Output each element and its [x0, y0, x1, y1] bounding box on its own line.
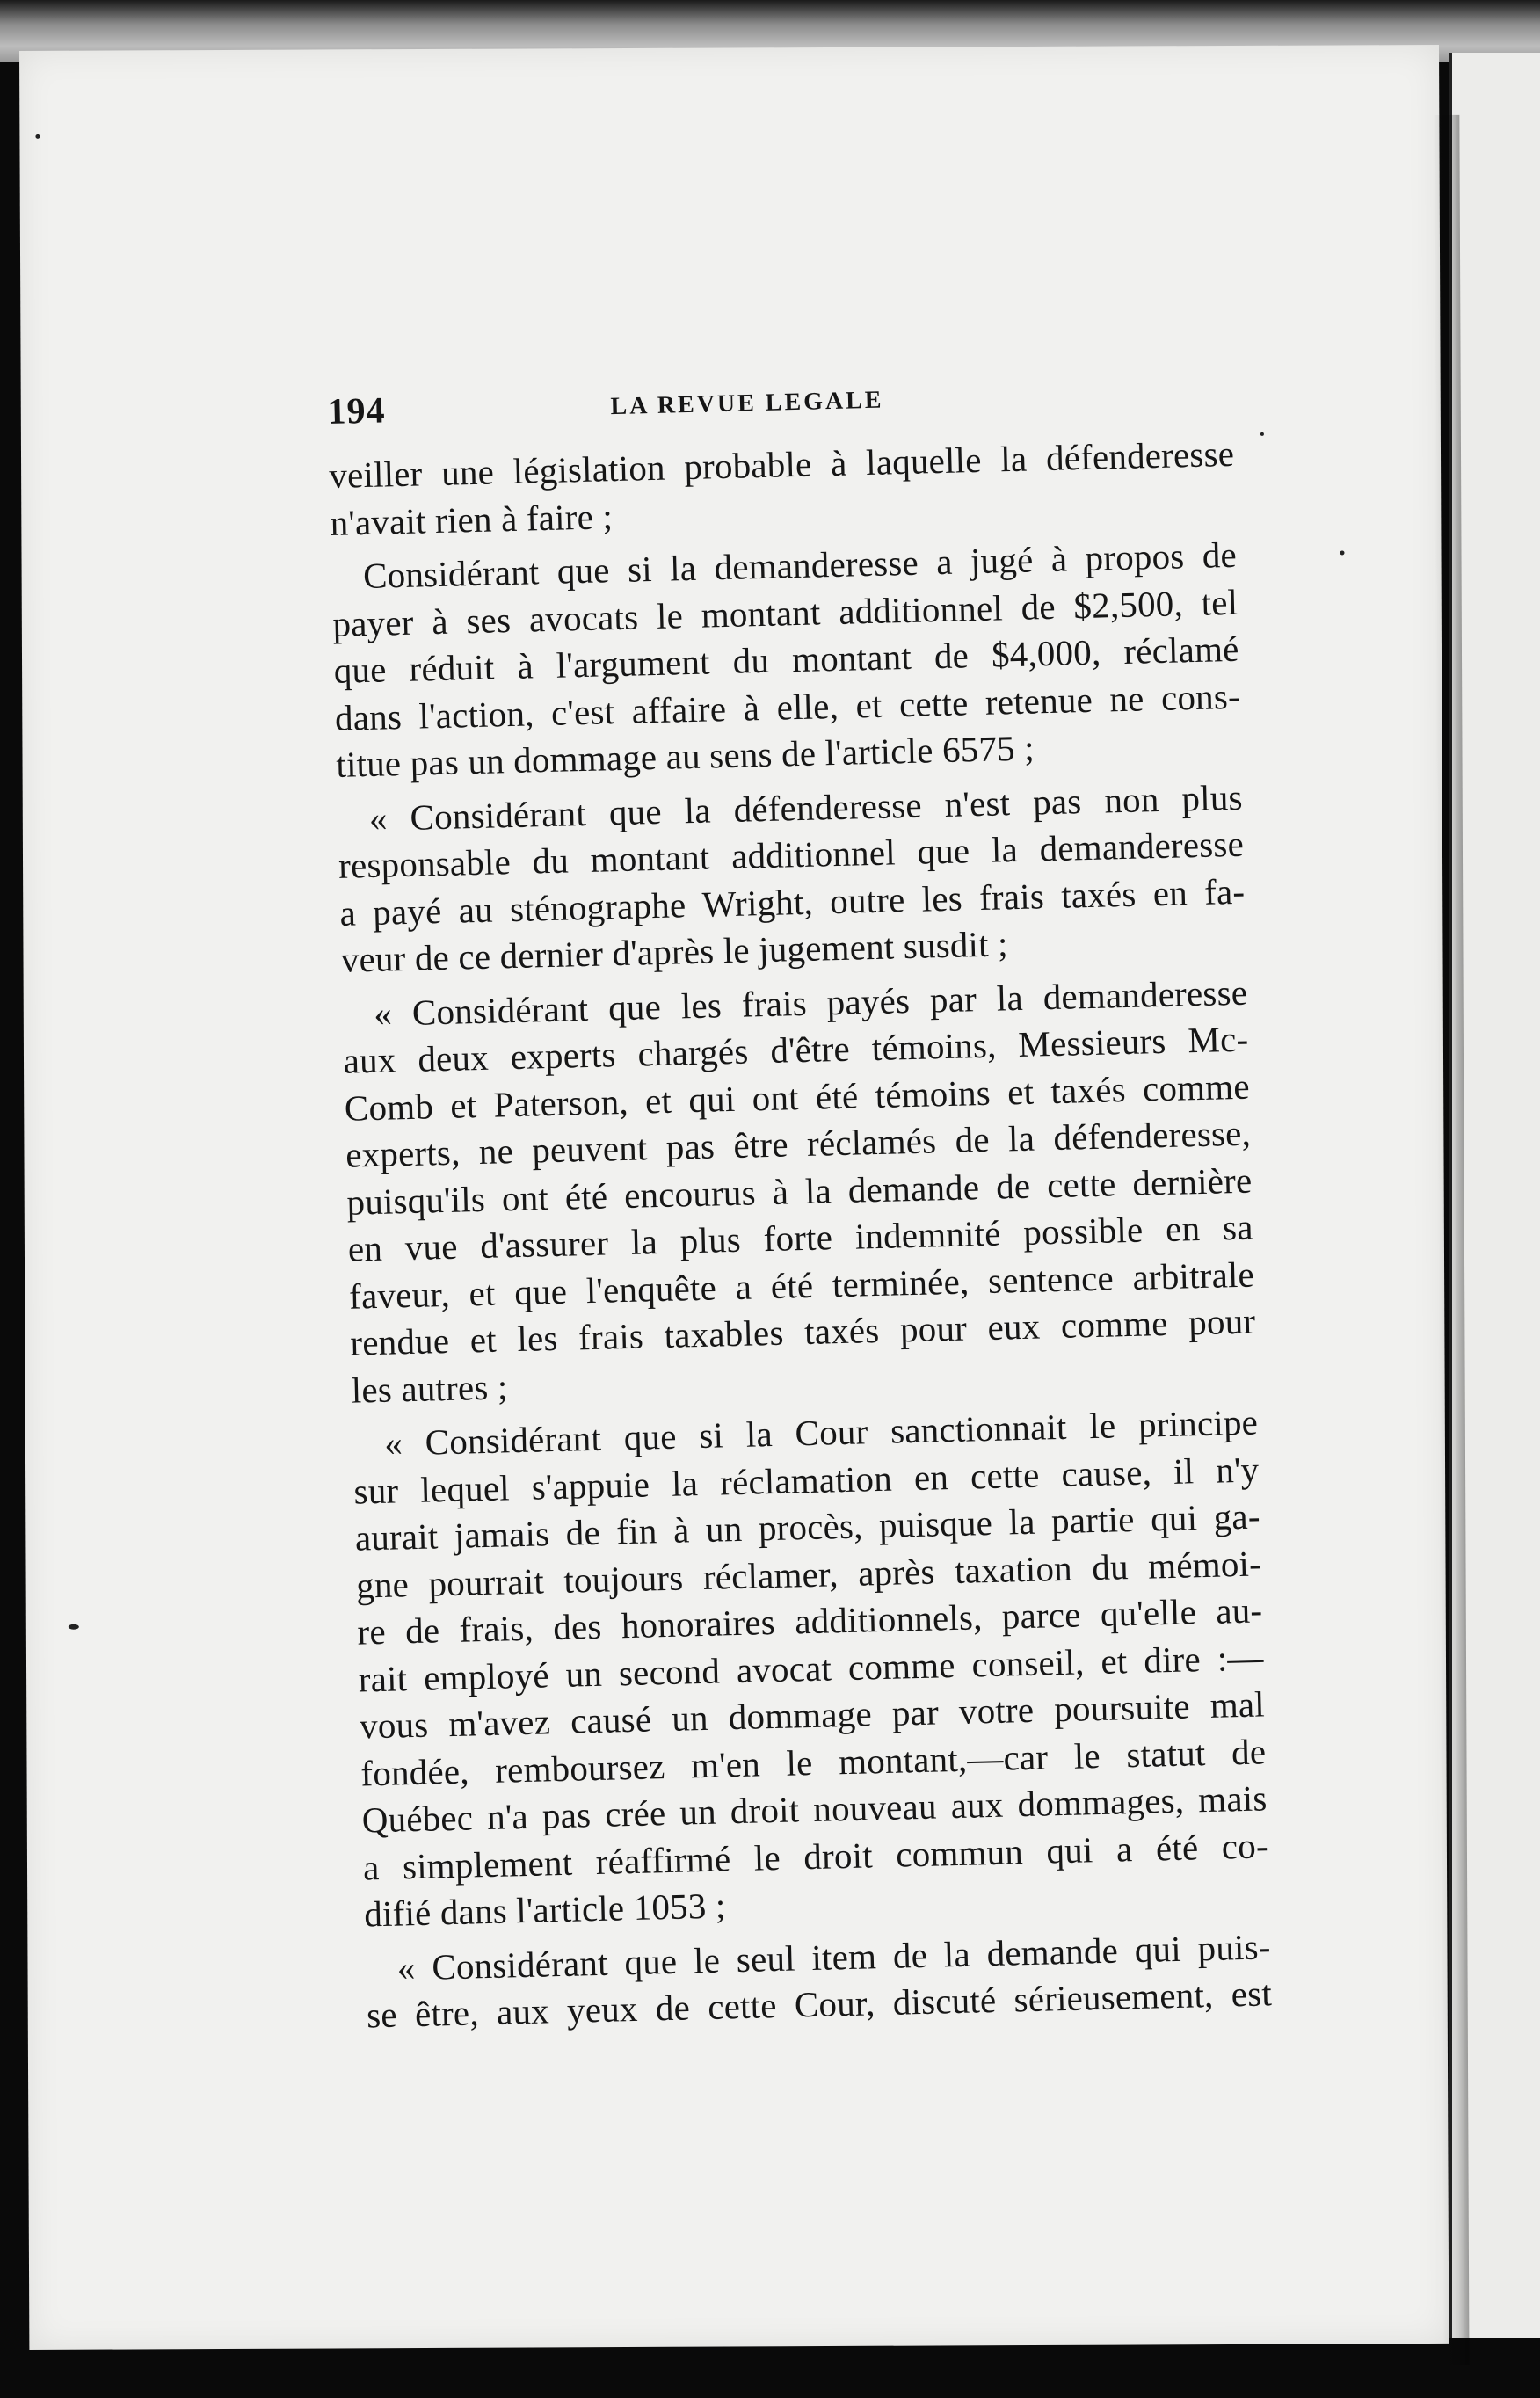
text-line: vous m'avez causé un dommage par votre poursuite mal	[359, 1683, 1266, 1747]
text-line: dans l'action, c'est affaire à elle, et cette retenue ne cons-	[334, 675, 1241, 738]
text-line: aux deux experts chargés d'être témoins, Messieurs Mc-	[343, 1018, 1249, 1081]
text-line: « Considérant que le seul item de la demande qui puis-	[396, 1925, 1272, 1988]
text-line: rendue et les frais taxables taxés pour eux comme pour	[349, 1300, 1256, 1363]
text-line: sur lequel s'appuie la réclamation en cette cause, il n'y	[353, 1448, 1260, 1512]
text-line: re de frais, des honoraires additionnels, parce qu'elle au-	[356, 1589, 1263, 1653]
text-line: a simplement réaffirmé le droit commun qui a été co-	[362, 1824, 1269, 1887]
text-line: titue pas un dommage au sens de l'article 6575 ;	[335, 727, 1035, 785]
text-line: Comb et Paterson, et qui ont été témoins et taxés comme	[344, 1065, 1251, 1129]
text-line: en vue d'assurer la plus forte indemnité possible en sa	[347, 1206, 1254, 1269]
text-line: rait employé un second avocat comme conseil, et dire :—	[358, 1636, 1265, 1700]
text-line: veiller une législation probable à laquelle la défenderesse	[328, 432, 1235, 496]
journal-title: LA REVUE LEGALE	[610, 386, 884, 421]
text-line: faveur, et que l'enquête a été terminée, sentence arbitrale	[348, 1254, 1255, 1317]
text-line: Considérant que si la demanderesse a jugé à propos de	[362, 534, 1238, 597]
text-line: aurait jamais de fin à un procès, puisque la partie qui ga-	[354, 1495, 1261, 1559]
text-line: difié dans l'article 1053 ;	[363, 1885, 727, 1935]
scan-speck	[35, 134, 40, 139]
text-line: se être, aux yeux de cette Cour, discuté sérieusement, est	[366, 1973, 1273, 2036]
text-line: responsable du montant additionnel que la demanderesse	[338, 823, 1245, 886]
text-line: n'avait rien à faire ;	[330, 495, 614, 543]
scan-speck	[1260, 432, 1264, 436]
text-line: les autres ;	[351, 1365, 509, 1411]
text-line: que réduit à l'argument du montant de $4,000, réclamé	[333, 628, 1240, 691]
text-line: « Considérant que les frais payés par la demanderesse	[373, 971, 1248, 1034]
text-line: payer à ses avocats le montant additionnel de $2,500, tel	[331, 581, 1239, 644]
text-line: veur de ce dernier d'après le jugement susdit ;	[340, 923, 1009, 980]
page-text-block	[327, 369, 1273, 2039]
text-line: puisqu'ils ont été encourus à la demande de cette dernière	[345, 1159, 1253, 1223]
text-line: « Considérant que la défenderesse n'est pas non plus	[368, 776, 1244, 839]
body-text	[329, 431, 1273, 2039]
text-line: gne pourrait toujours réclamer, après taxation du mémoi-	[355, 1542, 1262, 1606]
scan-speck	[69, 1624, 79, 1630]
text-line: Québec n'a pas crée un droit nouveau aux dommages, mais	[361, 1777, 1268, 1841]
text-line: « Considérant que si la Cour sanctionnait le principe	[383, 1401, 1259, 1464]
scan-speck	[1340, 550, 1344, 555]
text-line: experts, ne peuvent pas être réclamés de la défenderesse,	[345, 1112, 1252, 1175]
text-line: a payé au sténographe Wright, outre les frais taxés en fa-	[338, 870, 1246, 934]
text-line: fondée, remboursez m'en le montant,—car le statut de	[360, 1730, 1267, 1794]
page-number: 194	[327, 390, 387, 432]
